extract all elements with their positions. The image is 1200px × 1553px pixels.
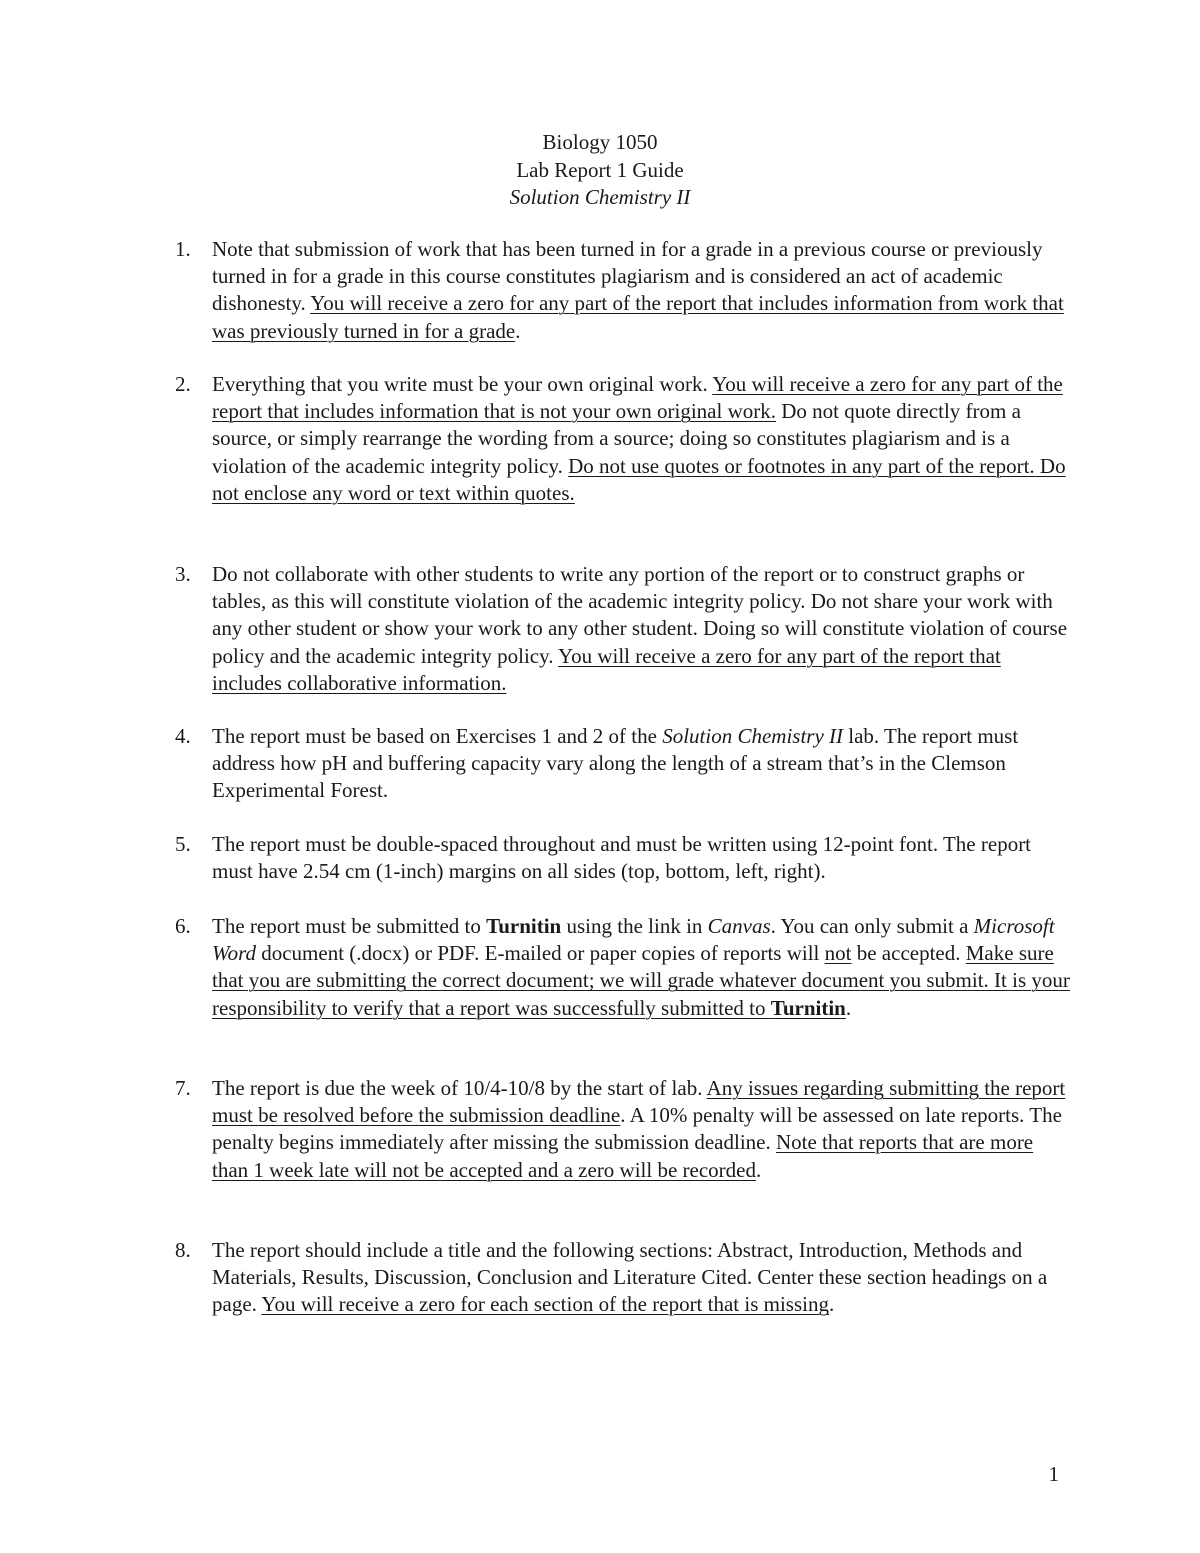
- item-number: 4.: [175, 724, 191, 748]
- course-title: Biology 1050: [542, 130, 658, 154]
- item-number: 2.: [175, 372, 191, 396]
- document-header: [0, 129, 1200, 212]
- item-text: Do not collaborate with other students to write any portion of the report or to construct graphs or tables, as this will constitute violation of the academic integrity policy. Do not share your work with any other student or show your work to any other student. Doing so will constitute violation of course policy and the academic integrity policy. You will receive a zero for any part of the report that includes collaborative information.: [212, 562, 1068, 695]
- document-title: Lab Report 1 Guide: [516, 157, 684, 182]
- item-text: The report must be submitted to Turnitin using the link in Canvas. You can only submit a Microsoft Word document (.docx) or PDF. E-mailed or paper copies of reports will not be accepted. Make sure that you are submitting the correct document; we will grade whatever document you submit. It is your responsibility to verify that a report was successfully submitted to Turnitin.: [212, 914, 1070, 1020]
- item-text: Everything that you write must be your own original work. You will receive a zero for any part of the report that includes information that is not your own original work. Do not quote directly from a source, or simply rearrange the wording from a source; doing so constitutes plagiarism and is a violation of the academic integrity policy. Do not use quotes or footnotes in any part of the report. Do not enclose any word or text within quotes.: [212, 372, 1066, 505]
- item-text: The report must be double-spaced throughout and must be written using 12-point font. The report must have 2.54 cm (1-inch) margins on all sides (top, bottom, left, right).: [212, 832, 1032, 884]
- item-number: 5.: [175, 832, 191, 856]
- item-number: 7.: [175, 1076, 191, 1100]
- item-text: The report is due the week of 10/4-10/8 by the start of lab. Any issues regarding submitting the report must be resolved before the submission deadline. A 10% penalty will be assessed on late reports. The penalty begins immediately after missing the submission deadline. Note that reports that are more than 1 week late will not be accepted and a zero will be recorded.: [212, 1076, 1066, 1182]
- item-number: 8.: [175, 1238, 191, 1262]
- item-text: The report must be based on Exercises 1 and 2 of the Solution Chemistry II lab. The report must address how pH and buffering capacity vary along the length of a stream that’s in the Clemson Experimental Forest.: [212, 724, 1019, 803]
- document-subtitle: Solution Chemistry II: [509, 185, 691, 209]
- item-text: The report should include a title and the following sections: Abstract, Introduction, Methods and Materials, Results, Discussion, Conclusion and Literature Cited. Center these section headings on a page. You will receive a zero for each section of the report that is missing.: [212, 1238, 1048, 1317]
- item-text: Note that submission of work that has been turned in for a grade in a previous course or previously turned in for a grade in this course constitutes plagiarism and is considered an act of academic dishonesty. You will receive a zero for any part of the report that includes information from work that was previously turned in for a grade.: [212, 237, 1064, 343]
- item-number: 3.: [175, 562, 191, 586]
- item-number: 6.: [175, 914, 191, 938]
- item-number: 1.: [175, 237, 191, 261]
- page-number: 1: [1048, 1462, 1059, 1486]
